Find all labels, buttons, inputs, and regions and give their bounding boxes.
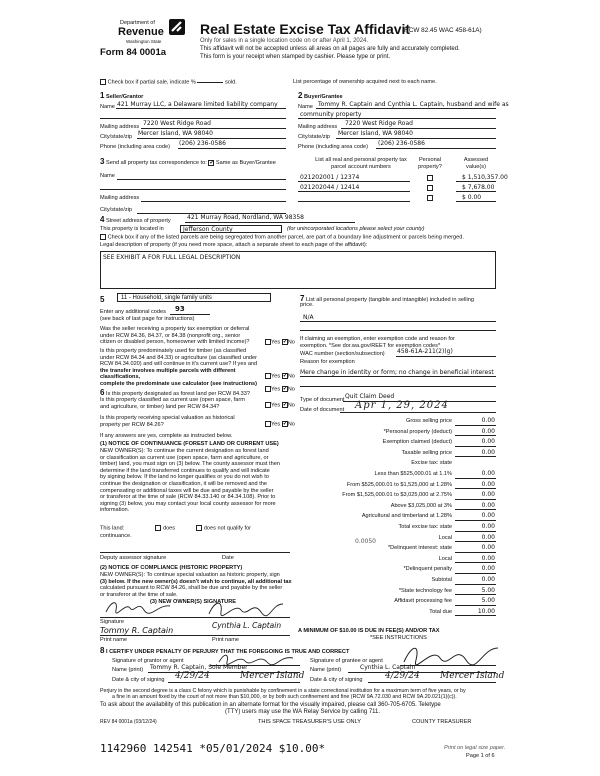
tax-row-value[interactable]: 0.00	[481, 491, 495, 499]
section6-q1b: Is this property classified as current use (open space, farm and agriculture, or timber) land per RCW 84.34?	[100, 397, 245, 410]
tax-row-label: Subtotal	[431, 577, 452, 583]
section5-q2: Is this property predominately used for timber (as classified under RCW 84.34 and 84.33) or agriculture (as classified under RCW 84.34.020) and will continue in it's current use? If yes and the transfer involves multiple parcels with different classifications, complete the predominate use calculator (see instructions)	[100, 348, 258, 387]
section3-city-label: City/state/zip	[100, 207, 133, 213]
new-owner-signature-1[interactable]	[104, 598, 174, 619]
seller-mail-value[interactable]: 7220 West Ridge Road	[143, 120, 211, 127]
this-land-row: This land: does does not qualify for	[100, 525, 252, 532]
subtitle-1: Only for sales in a single location code on or after April 1, 2024.	[200, 38, 369, 44]
grantee-name-label: Name (print)	[310, 667, 342, 673]
buyer-city-label: City/state/zip	[298, 134, 331, 140]
continuance-label: continuance.	[100, 533, 132, 539]
grantee-date-value[interactable]: 4/29/24	[385, 671, 420, 681]
parcel-row-1-personal-checkbox[interactable]	[427, 175, 433, 181]
additional-codes-value[interactable]: 93	[175, 305, 185, 313]
certify-heading: 8 I CERTIFY UNDER PENALTY OF PERJURY THAT THE FOREGOING IS TRUE AND CORRECT	[100, 646, 350, 655]
exemption-text-1: If claiming an exemption, enter exemption code and reason for	[300, 336, 455, 342]
section5-q1c: citizen or disabled person, homeowner with limited income)?	[100, 339, 250, 345]
tax-row-label: From $1,525,000.01 to $3,025,000 at 2.75%	[342, 492, 452, 499]
section5-q1: Was the seller receiving a property tax exemption or deferral under RCW 84.36, 84.37, or 84.38 (nonprofit org., senior	[100, 326, 250, 339]
segregation-checkbox[interactable]	[100, 234, 106, 240]
deputy-date-label: Date	[222, 555, 234, 561]
tax-row-value[interactable]: 0.00	[481, 417, 495, 424]
tax-row-value[interactable]: 0.00	[481, 565, 495, 573]
additional-codes-label: Enter any additional codes	[100, 309, 166, 315]
tax-row-label: Total excise tax: state	[398, 524, 452, 530]
buyer-heading: 2 Buyer/Grantee	[298, 91, 343, 100]
section5-q2-answer: Yes ✓ No	[265, 373, 295, 380]
section6-q1: 6 Is this property designated as forest land per RCW 84.33?	[100, 388, 250, 397]
tax-row-label: Total due	[429, 608, 452, 615]
form-number: Form 84 0001a	[100, 47, 167, 58]
print-name-label-2: Print name	[212, 637, 240, 643]
section6-q2-answer: Yes ✓ No	[265, 421, 295, 428]
parcel-row-3-personal-checkbox[interactable]	[427, 195, 433, 201]
tax-row-label: Local	[438, 555, 452, 562]
grantor-date-label: Date & city of signing	[112, 677, 165, 683]
buyer-name-value-1[interactable]: Tommy R. Captain and Cynthia L. Captain, husband and wife as	[318, 101, 509, 108]
grantee-date-label: Date & city of signing	[310, 677, 363, 683]
seller-heading: 1 Seller/Grantor	[100, 91, 144, 100]
see-instructions-note: *SEE INSTRUCTIONS	[370, 635, 427, 641]
street-address-value[interactable]: 421 Murray Road, Nordland, WA 98358	[187, 214, 304, 221]
tax-row-label: *Delinquent interest: state	[387, 545, 452, 552]
buyer-phone-value[interactable]: (206) 236-0586	[378, 140, 425, 147]
buyer-name-label: Name	[298, 104, 313, 110]
section3-row: 3 Send all property tax correspondence to: ✓ Same as Buyer/Grantee	[100, 158, 276, 167]
deputy-signature-label: Deputy assessor signature	[100, 555, 167, 561]
tax-row-value[interactable]: 0.00	[481, 533, 495, 541]
tax-row-value[interactable]: 0.00	[481, 544, 495, 552]
tax-row-label: *Personal property (deduct)	[383, 428, 452, 435]
legal-description-box[interactable]: SEE EXHIBIT A FOR FULL LEGAL DESCRIPTION	[100, 251, 496, 289]
parcel-row-1-number[interactable]: 021202001 / 12374	[300, 174, 360, 181]
subtitle-3: This form is your receipt when stamped by cashier. Please type or print.	[200, 54, 391, 60]
county-select[interactable]: Jefferson County	[180, 225, 282, 233]
new-owner-signature-heading: (3) NEW OWNER(S) SIGNATURE	[150, 599, 236, 605]
tax-row-label: Above $3,025,000 at 3%	[390, 502, 452, 509]
tax-row-label: Gross selling price	[405, 418, 452, 424]
tax-row-value[interactable]: 0.00	[481, 480, 495, 488]
does-not-qualify-checkbox[interactable]	[196, 525, 202, 531]
revision-label: REV 84 0001a (03/12/24)	[100, 719, 157, 725]
tax-row-label: Affidavit processing fee	[394, 598, 452, 605]
grantee-city-value[interactable]: Mercer Island	[440, 671, 505, 681]
notice-continuance-heading: (1) NOTICE OF CONTINUANCE (FOREST LAND OR CURRENT USE)	[100, 441, 279, 447]
exemption-text-2: exemption. *See dor.wa.gov/REET for exemption codes*	[300, 343, 441, 349]
tax-row-value[interactable]: 0.00	[481, 576, 495, 583]
parcel-row-3-value[interactable]: $ 0.00	[462, 194, 482, 201]
grantor-name-value[interactable]: Tommy R. Captain, Sole Member	[150, 664, 248, 671]
buyer-mail-label: Mailing address	[298, 124, 338, 130]
tax-row-value[interactable]: 5.00	[481, 597, 495, 605]
tax-row-value[interactable]: 0.00	[481, 523, 495, 530]
tax-row-value[interactable]: 5.00	[481, 586, 495, 594]
personal-col-header: Personal property?	[418, 157, 442, 170]
dept-line: Department of	[120, 20, 155, 26]
grantor-name-label: Name (print)	[112, 667, 144, 673]
personal-property-value[interactable]: N/A	[303, 314, 314, 321]
notice-compliance-heading: (2) NOTICE OF COMPLIANCE (HISTORIC PROPERTY)	[100, 565, 243, 571]
tax-row-value[interactable]: 0.00	[481, 438, 495, 446]
section6-instructions: If any answers are yes, complete as instructed below.	[100, 433, 233, 439]
wac-value[interactable]: 458-61A-211(2)(g)	[397, 348, 453, 355]
wac-label: WAC number (section/subsection)	[300, 351, 385, 357]
buyer-name-value-2[interactable]: community property	[300, 111, 362, 118]
tax-row-label: Taxable selling price	[401, 449, 452, 456]
print-name-hand-1[interactable]: Tommy R. Captain	[100, 626, 174, 635]
form-title: Real Estate Excise Tax Affidavit	[200, 21, 411, 37]
tax-row-value[interactable]: 0.00	[481, 554, 495, 562]
section3-mail-label: Mailing address	[100, 195, 140, 201]
parcel-row-2-value[interactable]: $ 7,678.00	[462, 184, 495, 191]
tax-row-label: Agricultural and timberland at 1.28%	[361, 513, 452, 520]
legal-description-label: Legal description of property (if you need more space, attach a separate sheet to each page of the affidavit):	[100, 242, 368, 248]
document-date-label: Date of document	[300, 407, 345, 413]
print-name-label-1: Print name	[100, 637, 128, 643]
tax-row-label: Excise tax: state	[411, 460, 452, 467]
dept-state: Washington State	[126, 39, 162, 44]
reason-label: Reason for exemption	[300, 359, 355, 365]
street-address-row: 4 Street address of property	[100, 215, 171, 224]
reason-value[interactable]: Mere change in identity or form; no change in beneficial interest	[300, 369, 494, 376]
tax-row-value[interactable]: 0.00	[481, 512, 495, 520]
grantee-name-value[interactable]: Cynthia L. Captain	[360, 664, 416, 671]
form-title-ref: (RCW 82.45 WAC 458-61A)	[402, 27, 482, 34]
unincorporated-note: (for unincorporated locations please select your county)	[287, 226, 425, 232]
seller-name-label: Name	[100, 104, 115, 110]
document-date-value[interactable]: Apr 1, 29, 2024	[355, 400, 449, 411]
seller-name-value[interactable]: 421 Murray LLC, a Delaware limited liability company	[117, 101, 278, 108]
dept-revenue: Revenue	[118, 26, 164, 38]
notice-compliance-text: NEW OWNER(S): To continue special valuation as historic property, sign (3) below. If the new owner(s) doesn't wish to continue, all additional tax calculated pursuant to RCW 84.26, shall be due and payable by the seller or transferor at the time of sale.	[100, 572, 292, 598]
parcel-col-header: List all real and personal property tax parcel account numbers	[315, 157, 407, 170]
seller-mail-label: Mailing address	[100, 124, 140, 130]
signature-label-1: Signature	[100, 619, 124, 625]
notice-continuance-text: NEW OWNER(S): To continue the current designation as forest land or classification as current use (open space, farm and agriculture, or timber) land, you must sign on (3) below. The county assessor must then determine if the land transferred continues to qualify and will indicate by signing below. If the land no longer qualifies or you do not wish to continue the designation or classification, it will be removed and the compensating or additional taxes will be due and payable by the seller or transferor at the time of sale (RCW 84.33.140 or 84.34.108). Prior to signing (3) below, you may contact your local county assessor for more information.	[100, 448, 280, 514]
buyer-city-value[interactable]: Mercer Island, WA 98040	[338, 130, 413, 137]
grantee-signature-label: Signature of grantee or agent	[310, 658, 383, 664]
minimum-due-note: A MINIMUM OF $10.00 IS DUE IN FEE(S) AND/OR TAX	[298, 628, 440, 634]
print-legal-note: Print on legal size paper.	[444, 745, 506, 751]
seller-phone-label: Phone (including area code)	[100, 144, 170, 150]
grantor-date-value[interactable]: 4/29/24	[175, 671, 210, 681]
additional-codes-note: (see back of last page for instructions)	[100, 316, 195, 322]
grantor-city-value[interactable]: Mercer Island	[240, 671, 305, 681]
buyer-mail-value[interactable]: 7220 West Ridge Road	[345, 120, 413, 127]
tax-row-label: Exemption claimed (deduct)	[382, 439, 452, 446]
subtitle-2: This affidavit will not be accepted unless all areas on all pages are fully and accurately completed.	[200, 46, 460, 52]
grantor-signature-label: Signature of grantor or agent	[112, 658, 184, 664]
parcel-row-2-number[interactable]: 021202044 / 12414	[300, 184, 360, 191]
section7-text: 7 List all personal property (tangible and intangible) included in selling	[300, 294, 474, 303]
tax-row-label: *Delinquent penalty	[403, 566, 452, 573]
section5-number: 5	[100, 295, 105, 304]
does-qualify-checkbox[interactable]	[155, 525, 161, 531]
tax-row-value[interactable]: 0.00	[481, 470, 495, 477]
located-label: This property is located in	[100, 226, 164, 232]
alternate-format-2: (TTY) users may use the WA Relay Service by calling 711.	[225, 709, 381, 715]
seller-city-value[interactable]: Mercer Island, WA 98040	[138, 130, 213, 137]
tax-row-value[interactable]: 10.00	[477, 607, 495, 615]
seller-phone-value[interactable]: (206) 236-0586	[179, 140, 226, 147]
alternate-format-1: To ask about the availability of this publication in an alternate format for the visually impaired, please call 360-705-6705. Teletype	[100, 702, 441, 708]
tax-row-label: Less than $525,000.01 at 1.1%	[374, 471, 452, 477]
tax-row-value[interactable]: 0.00	[481, 427, 495, 435]
assessed-col-header: Assessed value(s)	[463, 157, 489, 170]
print-name-hand-2[interactable]: Cynthia L. Captain	[212, 621, 282, 630]
section6-q1-answer: Yes ✓ No	[265, 386, 295, 393]
logo-mark-icon	[168, 18, 186, 36]
buyer-phone-label: Phone (including area code)	[298, 144, 368, 150]
same-as-buyer-checkbox[interactable]	[208, 160, 214, 166]
perjury-notice-2: a fine in an amount fixed by the court of not more than $10,000, or by both such confinement and fine (RCW 9A.72.030 and RCW 9A.20.021(1)(c)).	[112, 694, 457, 700]
land-use-select[interactable]: 11 - Household, single family units	[117, 293, 271, 302]
document-type-label: Type of document	[300, 397, 345, 403]
segregation-row: Check box if any of the listed parcels are being segregated from another parcel, are part of a boundary line adjustment or parcels being merged.	[100, 234, 464, 241]
page-number: Page 1 of 6	[466, 753, 495, 759]
partial-sale-checkbox[interactable]	[100, 79, 106, 85]
signature-scribble-1-icon	[104, 598, 174, 616]
partial-sale-row: Check box if partial sale, indicate % sold.	[100, 79, 237, 86]
local-rate-value[interactable]: 0.0050	[355, 538, 376, 545]
section5-q1-answer: Yes ✓ No	[265, 339, 295, 346]
perjury-notice-1: Perjury in the second degree is a class C felony which is punishable by confinement in a state correctional institution for a maximum term of five years, or by	[100, 688, 466, 694]
seller-city-label: City/state/zip	[100, 134, 133, 140]
document-type-value[interactable]: Quit Claim Deed	[345, 393, 395, 400]
county-treasurer-label: COUNTY TREASURER	[412, 719, 472, 725]
section3-name-label: Name	[100, 173, 115, 179]
section6-q1b-answer: Yes ✓ No	[265, 402, 295, 409]
tax-row-label: Local	[438, 534, 452, 541]
cashier-stamp: 1142960 142541 *05/01/2024 $10.00*	[100, 742, 326, 755]
section6-q2: Is this property receiving special valuation as historical property per RCW 84.26?	[100, 415, 235, 428]
tax-row-value[interactable]: 0.00	[481, 501, 495, 509]
tax-row-value[interactable]: 0.00	[481, 448, 495, 456]
parcel-row-1-value[interactable]: $ 1,510,357.00	[462, 174, 508, 181]
new-owner-signature-2[interactable]	[205, 598, 285, 623]
list-percentage-note: List percentage of ownership acquired next to each name.	[293, 79, 437, 85]
tax-row-label: From $525,000.01 to $1,525,000 at 1.28%	[346, 481, 452, 488]
treasurer-space-label: THIS SPACE TREASURER'S USE ONLY	[258, 719, 362, 725]
section7-text-2: price.	[300, 302, 314, 308]
tax-row-label: *State technology fee	[398, 587, 452, 594]
parcel-row-2-personal-checkbox[interactable]	[427, 185, 433, 191]
